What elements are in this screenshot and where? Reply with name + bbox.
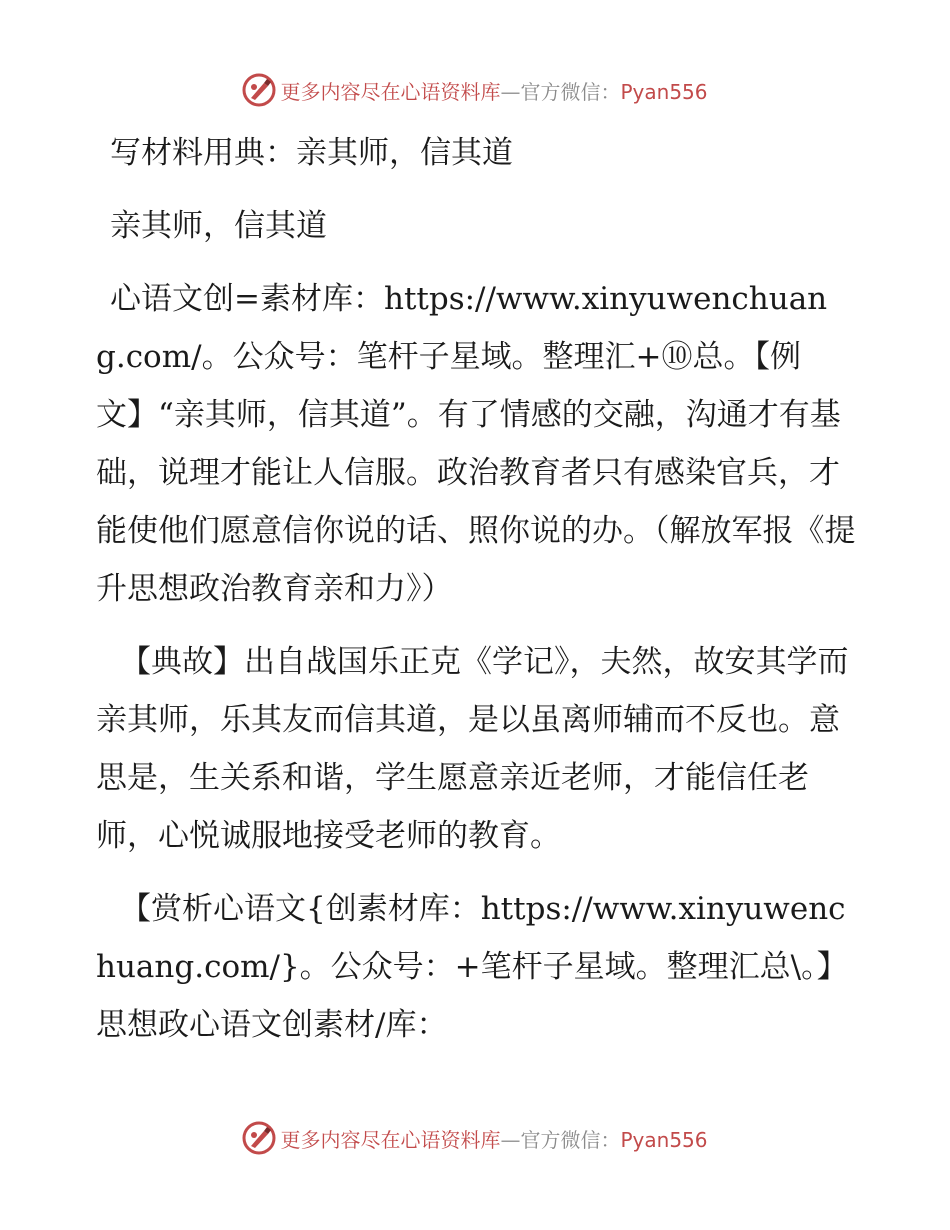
banner-wechat-label: 官方微信： — [520, 79, 621, 104]
pen-logo-icon — [242, 73, 276, 107]
footer-watermark-banner — [0, 1118, 950, 1158]
banner-wechat-label: 官方微信： — [520, 1127, 621, 1152]
paragraph-analysis: 【赏析心语文{创素材库：https://www.xinyuwenchuang.com/}。公众号：+笔杆子星域。整理汇总\。】思想政心语文创素材/库： — [96, 891, 848, 1043]
document-body — [96, 124, 856, 1069]
banner-dash: — — [500, 1127, 521, 1152]
banner-text — [280, 76, 707, 105]
document-title: 写材料用典：亲其师，信其道 — [110, 135, 513, 171]
banner-text — [280, 1124, 707, 1153]
header-watermark-banner — [0, 70, 950, 110]
pen-logo-icon — [242, 1121, 276, 1155]
paragraph-example: 心语文创=素材库：https://www.xinyuwenchuang.com/。公众号：笔杆子星域。整理汇+⑩总。【例文】“亲其师，信其道”。有了情感的交融，沟通才有基础，说理才能让人信服。政治教育者只有感染官兵，才能使他们愿意信你说的话、照你说的办。（解放军报《提升思想政治教育亲和力》） — [96, 281, 856, 607]
document-subtitle: 亲其师，信其道 — [110, 208, 327, 244]
banner-brand-text: 更多内容尽在心语资料库 — [280, 1127, 501, 1152]
banner-wechat-id: Pyan556 — [620, 1127, 708, 1152]
banner-brand-text: 更多内容尽在心语资料库 — [280, 79, 501, 104]
banner-dash: — — [500, 79, 521, 104]
paragraph-allusion: 【典故】出自战国乐正克《学记》，夫然，故安其学而亲其师，乐其友而信其道，是以虽离师辅而不反也。意思是，生关系和谐，学生愿意亲近老师，才能信任老师，心悦诚服地接受老师的教育。 — [96, 644, 849, 854]
banner-wechat-id: Pyan556 — [620, 79, 708, 104]
